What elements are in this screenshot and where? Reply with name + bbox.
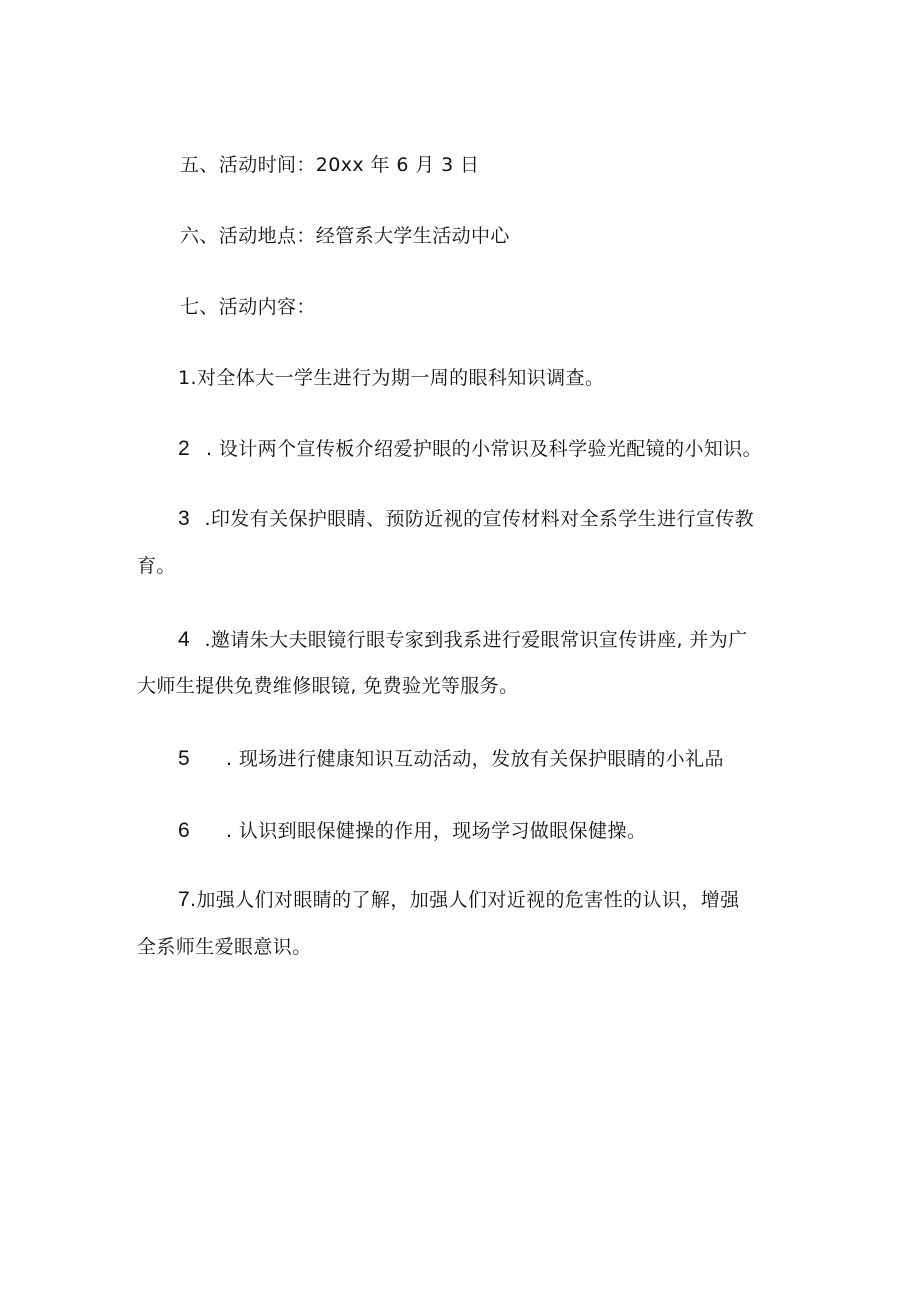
list-item-3-continuation bbox=[137, 557, 176, 576]
item-7-number: 7. bbox=[178, 888, 197, 911]
item-6-text: . 认识到眼保健操的作用，现场学习做眼保健操。 bbox=[226, 820, 647, 842]
item-3-number: 3 bbox=[178, 507, 191, 530]
item-1-text: 对全体大一学生进行为期一周的眼科知识调查。 bbox=[196, 367, 605, 389]
item-5-number: 5 bbox=[178, 747, 191, 770]
list-item-2 bbox=[178, 438, 762, 459]
item-2-number: 2 bbox=[178, 437, 191, 460]
section-location-text: 六、活动地点：经管系大学生活动中心 bbox=[180, 225, 510, 247]
list-item-3 bbox=[178, 508, 754, 529]
list-item-6 bbox=[178, 820, 646, 841]
item-7-text-line2: 全系师生爱眼意识。 bbox=[137, 936, 312, 958]
list-item-1 bbox=[178, 369, 604, 388]
item-1-number: 1. bbox=[178, 367, 197, 389]
item-7-text-line1: 加强人们对眼睛的了解，加强人们对近视的危害性的认识，增强 bbox=[196, 889, 740, 911]
item-4-text-line1: .邀请朱大夫眼镜行眼专家到我系进行爱眼常识宣传讲座, 并为广 bbox=[198, 629, 748, 651]
item-4-number: 4 bbox=[178, 628, 191, 651]
section-location bbox=[180, 227, 510, 246]
list-item-5 bbox=[178, 748, 724, 769]
list-item-4 bbox=[178, 629, 748, 650]
list-item-7-continuation bbox=[137, 938, 312, 957]
section-time bbox=[180, 156, 479, 175]
list-item-7 bbox=[178, 889, 740, 910]
section-content-heading bbox=[180, 298, 316, 317]
item-4-text-line2: 大师生提供免费维修眼镜, 免费验光等服务。 bbox=[137, 675, 519, 697]
item-3-text-line1: .印发有关保护眼睛、预防近视的宣传材料对全系学生进行宣传教 bbox=[198, 508, 755, 530]
section-time-text: 五、活动时间：20xx 年 6 月 3 日 bbox=[180, 154, 480, 176]
section-content-heading-text: 七、活动内容： bbox=[180, 296, 316, 318]
item-3-text-line2: 育。 bbox=[137, 555, 176, 577]
item-5-text: . 现场进行健康知识互动活动，发放有关保护眼睛的小礼品 bbox=[226, 748, 724, 770]
item-6-number: 6 bbox=[178, 819, 191, 842]
item-2-text: . 设计两个宣传板介绍爱护眼的小常识及科学验光配镜的小知识。 bbox=[206, 438, 763, 460]
list-item-4-continuation bbox=[137, 677, 518, 696]
